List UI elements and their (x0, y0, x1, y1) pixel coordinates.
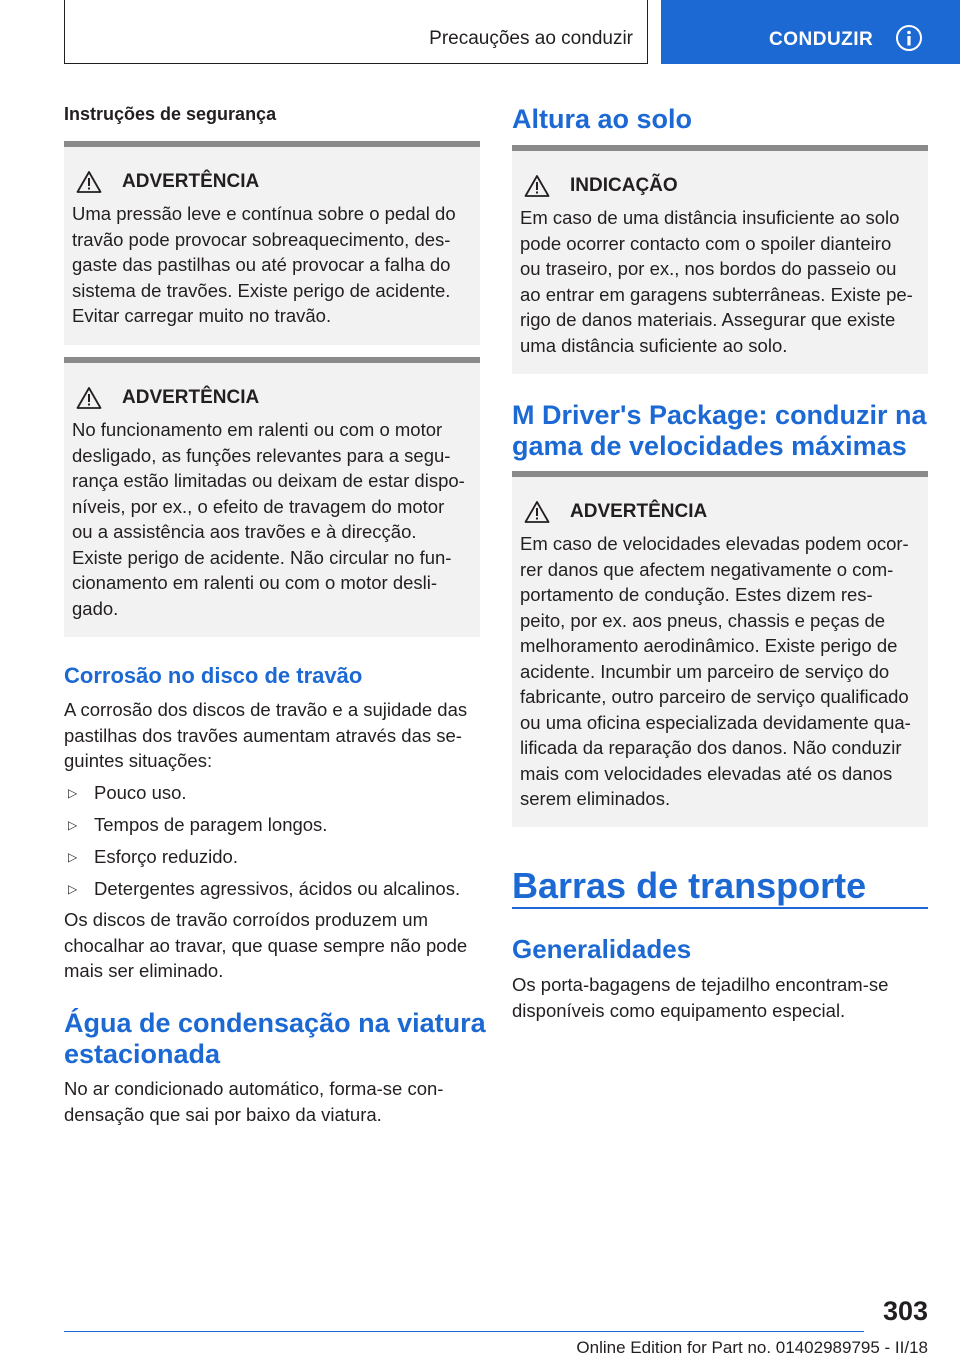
notice-line: rigo de danos materiais. Assegurar que existe (520, 309, 896, 330)
paragraph-line: mais ser eliminado. (64, 960, 224, 981)
list-item (64, 841, 460, 873)
footer-edition: Online Edition for Part no. 01402989795 - II/18 (576, 1338, 928, 1357)
safety-subtitle: Instruções de segurança (64, 104, 277, 124)
info-icon[interactable] (895, 24, 923, 52)
header-section-title: Precauções ao conduzir (429, 28, 633, 49)
paragraph-line: pastilhas dos travões aumentam através das se- (64, 724, 462, 746)
warning-box-idle (64, 357, 480, 637)
notice-box-ground (512, 145, 928, 374)
warning-triangle-icon (76, 170, 102, 194)
heading-line: M Driver's Package: conduzir na (512, 400, 927, 430)
roof-racks-text (512, 972, 888, 1023)
warning-line: desligado, as funções relevantes para a segu- (72, 444, 451, 466)
header-chapter-tab[interactable] (661, 0, 960, 64)
page-number: 303 (882, 1296, 928, 1326)
paragraph-line: Os discos de travão corroídos produzem um (64, 909, 428, 930)
warning-line: serem eliminados. (520, 788, 671, 809)
triangle-right-icon: ▷ (68, 850, 78, 864)
paragraph-line: No ar condicionado automático, forma-se con- (64, 1078, 444, 1099)
warning-line: ou uma oficina especializada devidamente qua- (520, 711, 911, 733)
condensation-heading (64, 1008, 486, 1070)
warning-box-brake-pedal (64, 141, 480, 345)
warning-line: rança estão limitadas ou deixam de estar dispo- (72, 470, 465, 491)
warning-line: travão pode provocar sobreaquecimento, des- (72, 228, 451, 250)
notice-line: Em caso de uma distância insuficiente ao solo (520, 207, 900, 228)
warning-line: fabricante, outro parceiro de serviço qualificado (520, 686, 909, 707)
list-item-text: Esforço reduzido. (94, 846, 238, 867)
triangle-right-icon: ▷ (68, 818, 78, 832)
list-item-text: Detergentes agressivos, ácidos ou alcalinos. (94, 878, 461, 899)
warning-line: Existe perigo de acidente. Não circular no fun- (72, 546, 452, 568)
footer-rule (64, 1331, 864, 1332)
warning-line: níveis, por ex., o efeito de travagem do motor (72, 495, 445, 517)
corrosion-outro (64, 907, 467, 984)
warning-line: sistema de travões. Existe perigo de acidente. (72, 279, 451, 301)
warning-line: gaste das pastilhas ou até provocar a falha do (72, 254, 451, 275)
warning-line: peito, por ex. aos pneus, chassis e peças de (520, 609, 886, 631)
warning-line: portamento de condução. Estes dizem res- (520, 584, 873, 605)
heading-rule (512, 907, 928, 909)
warning-line: ou a assistência aos travões e à direcção. (72, 521, 417, 542)
warning-box-high-speed (512, 471, 928, 827)
warning-triangle-icon (524, 174, 550, 198)
warning-line: No funcionamento em ralenti ou com o motor (72, 419, 443, 440)
warning-title: ADVERTÊNCIA (122, 171, 260, 192)
warning-line: melhoramento aerodinâmico. Existe perigo de (520, 635, 898, 656)
triangle-right-icon: ▷ (68, 786, 78, 800)
list-item (64, 809, 460, 841)
warning-line: rer danos que afectem negativamente o com- (520, 558, 894, 580)
warning-title: ADVERTÊNCIA (122, 387, 260, 408)
notice-line: ao entrar em garagens subterrâneas. Existe pe- (520, 283, 913, 305)
warning-title: ADVERTÊNCIA (570, 501, 708, 522)
heading-line: estacionada (64, 1039, 221, 1069)
notice-line: ou traseiro, por ex., nos bordos do passeio ou (520, 258, 897, 279)
list-item-text: Pouco uso. (94, 782, 187, 803)
roof-racks-heading: Barras de transporte (512, 865, 867, 906)
list-item (64, 873, 460, 905)
warning-line: Em caso de velocidades elevadas podem ocor- (520, 533, 909, 554)
header-section-tab (64, 0, 648, 64)
paragraph-line: guintes situações: (64, 750, 213, 771)
warning-line: lificada da reparação dos danos. Não conduzir (520, 737, 902, 758)
warning-triangle-icon (76, 386, 102, 410)
corrosion-heading: Corrosão no disco de travão (64, 663, 363, 688)
paragraph-line: chocalhar ao travar, que quase sempre não pode (64, 934, 468, 956)
header-chapter-title: CONDUZIR (769, 29, 874, 50)
corrosion-intro (64, 697, 467, 774)
warning-line: gado. (72, 597, 119, 619)
warning-triangle-icon (524, 500, 550, 524)
notice-line: pode ocorrer contacto com o spoiler dianteiro (520, 232, 892, 254)
notice-title: INDICAÇÃO (570, 175, 678, 196)
warning-line: Uma pressão leve e contínua sobre o pedal do (72, 203, 456, 224)
mdriver-heading (512, 400, 927, 462)
notice-line: uma distância suficiente ao solo. (520, 334, 788, 356)
condensation-text (64, 1076, 443, 1127)
heading-line: Água de condensação na viatura (64, 1008, 486, 1038)
list-item-text: Tempos de paragem longos. (94, 814, 328, 835)
general-subheading: Generalidades (512, 934, 692, 964)
warning-line: mais com velocidades elevadas até os danos (520, 762, 893, 784)
warning-line: acidente. Incumbir um parceiro de serviço do (520, 660, 890, 682)
corrosion-bullet-list (64, 777, 460, 905)
warning-line: Evitar carregar muito no travão. (72, 305, 332, 326)
paragraph-line: Os porta-bagagens de tejadilho encontram-se (512, 974, 889, 995)
triangle-right-icon: ▷ (68, 882, 78, 896)
paragraph-line: densação que sai por baixo da viatura. (64, 1103, 382, 1125)
paragraph-line: A corrosão dos discos de travão e a sujidade das (64, 699, 468, 720)
warning-line: cionamento em ralenti ou com o motor desli- (72, 572, 438, 593)
heading-line: gama de velocidades máximas (512, 431, 907, 461)
list-item (64, 777, 460, 809)
ground-clearance-heading: Altura ao solo (512, 104, 693, 134)
paragraph-line: disponíveis como equipamento especial. (512, 999, 846, 1021)
